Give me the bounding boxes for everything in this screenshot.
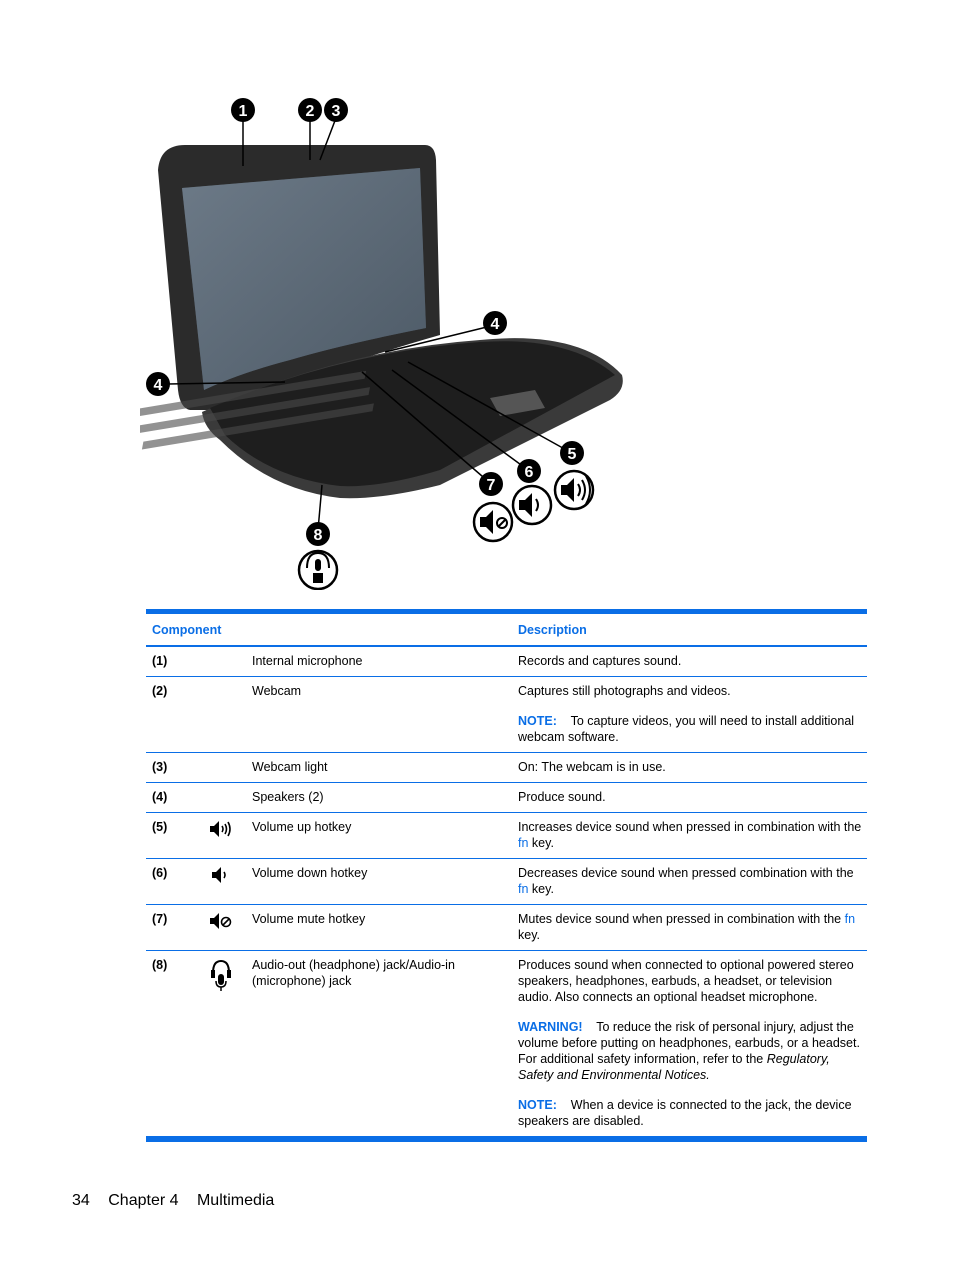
row-number: (3)	[152, 760, 168, 774]
headphone-mic-icon	[208, 957, 234, 993]
row-component: Webcam	[252, 684, 302, 698]
row-number: (6)	[152, 866, 168, 880]
section-title: Multimedia	[196, 1192, 275, 1209]
row-description: Records and captures sound.	[518, 654, 682, 668]
row-component: Speakers (2)	[252, 790, 324, 804]
header-component: Component	[152, 622, 222, 637]
header-description: Description	[518, 622, 587, 637]
row-description: Increases device sound when pressed in combination with the fn key.	[518, 820, 862, 850]
table-bottom-rule	[146, 1137, 867, 1142]
row-description: On: The webcam is in use.	[518, 760, 666, 774]
fn-key-link[interactable]: fn	[844, 912, 856, 926]
row-number: (5)	[152, 820, 168, 834]
warning-label: WARNING!	[518, 1020, 583, 1034]
callout-1: 1	[238, 103, 248, 120]
table-row	[146, 905, 867, 951]
table-header	[146, 614, 867, 647]
callout-3: 3	[331, 103, 341, 120]
table-row	[146, 813, 867, 859]
row-description: Captures still photographs and videos.	[518, 684, 731, 698]
table-row	[146, 951, 867, 1137]
callout-5: 5	[567, 446, 577, 463]
row-component: Webcam light	[252, 760, 328, 774]
row-component: Volume down hotkey	[252, 866, 368, 880]
volume-up-icon	[208, 819, 234, 839]
callout-4b: 4	[153, 377, 163, 394]
note-label: NOTE:	[518, 1098, 557, 1112]
warning: WARNING! To reduce the risk of personal injury, adjust the volume before putting on headphones, earbuds, or a headset. For additional safety information, refer to the Regulatory, Safety and Environmental Notices.	[518, 1020, 860, 1082]
note-label: NOTE:	[518, 714, 557, 728]
volume-down-icon	[208, 865, 234, 885]
table-row	[146, 753, 867, 783]
row-description: Mutes device sound when pressed in combination with the fn key.	[518, 912, 856, 942]
callout-7: 7	[486, 477, 496, 494]
callout-6: 6	[524, 464, 534, 481]
note	[518, 713, 866, 745]
callout-4a: 4	[490, 316, 500, 333]
component-table	[146, 609, 867, 1142]
row-number: (2)	[152, 684, 168, 698]
table-row	[146, 859, 867, 905]
note	[518, 1097, 866, 1129]
note-text: To capture videos, you will need to install additional webcam software.	[518, 714, 855, 744]
regulatory-notices-ref: Regulatory, Safety and Environmental Notices	[518, 1052, 830, 1082]
row-description: Produces sound when connected to optional powered stereo speakers, headphones, earbuds, a headset, or television audio. Also connects an optional headset microphone.	[518, 958, 854, 1004]
row-number: (7)	[152, 912, 168, 926]
callout-8: 8	[313, 527, 323, 544]
volume-mute-icon	[208, 911, 234, 931]
table-row	[146, 677, 867, 753]
row-component: Volume mute hotkey	[252, 912, 366, 926]
row-description: Decreases device sound when pressed combination with the fn key.	[518, 866, 854, 896]
table-row	[146, 647, 867, 677]
row-number: (4)	[152, 790, 168, 804]
row-component: Audio-out (headphone) jack/Audio-in (microphone) jack	[252, 958, 455, 988]
laptop-figure	[140, 90, 640, 590]
row-number: (8)	[152, 958, 168, 972]
callout-2: 2	[305, 103, 315, 120]
chapter-label: Chapter 4	[108, 1192, 179, 1209]
row-component: Volume up hotkey	[252, 820, 352, 834]
table-row	[146, 783, 867, 813]
fn-key-link[interactable]: fn	[518, 836, 529, 850]
note-text: When a device is connected to the jack, the device speakers are disabled.	[518, 1098, 852, 1128]
row-description: Produce sound.	[518, 790, 606, 804]
row-component: Internal microphone	[252, 654, 363, 668]
page-number: 34	[72, 1192, 90, 1209]
page-footer	[72, 1192, 288, 1210]
row-number: (1)	[152, 654, 168, 668]
fn-key-link[interactable]: fn	[518, 882, 529, 896]
